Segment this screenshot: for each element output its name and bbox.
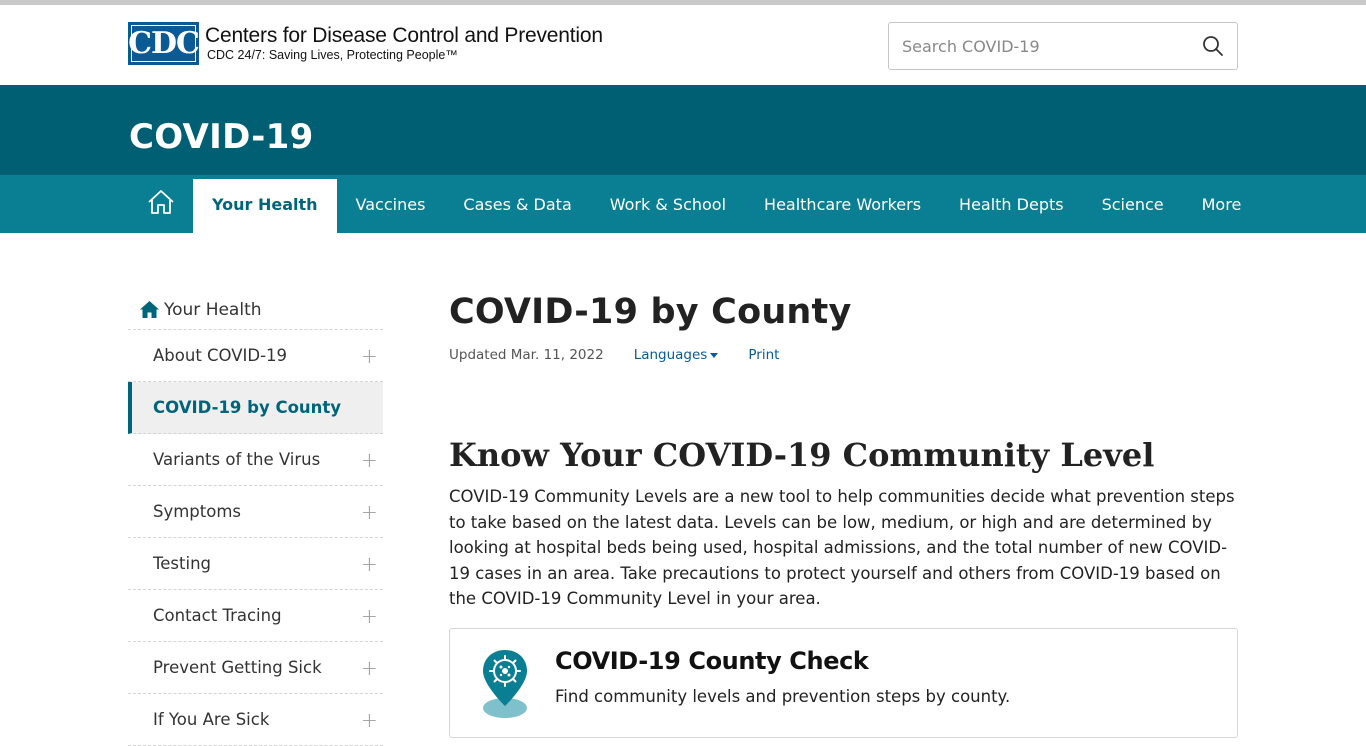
section-title: Know Your COVID-19 Community Level — [449, 436, 1155, 474]
virus-location-pin-icon — [481, 648, 529, 722]
nav-tab-more[interactable]: More — [1201, 194, 1242, 214]
nav-tab-health-depts[interactable]: Health Depts — [959, 194, 1064, 214]
nav-tab-cases-data[interactable]: Cases & Data — [463, 194, 572, 214]
languages-dropdown[interactable]: Languages — [634, 347, 719, 363]
intro-paragraph: COVID-19 Community Levels are a new tool to help communities decide what prevention steps to take based on the latest data. Levels can be low, medium, or high and are determined by looking at hospital beds being used, hospital admissions, and the total number of new COVID-19 cases in an area. Take precautions to protect yourself and others from COVID-19 based on the COVID-19 Community Level in your area. — [449, 487, 1235, 609]
sidebar-heading-label: Your Health — [164, 299, 262, 320]
main-content — [449, 290, 1238, 738]
sidebar-item-prevent-getting-sick[interactable]: Prevent Getting Sick + — [128, 642, 383, 694]
sidebar-item-if-you-are-sick[interactable]: If You Are Sick + — [128, 694, 383, 746]
nav-tab-science[interactable]: Science — [1101, 194, 1164, 214]
expand-plus-icon[interactable]: + — [361, 707, 378, 732]
nav-tab-vaccines[interactable]: Vaccines — [355, 194, 426, 214]
nav-home-button[interactable] — [128, 175, 193, 233]
tagline: CDC 24/7: Saving Lives, Protecting People™ — [207, 47, 458, 62]
sidebar-item-testing[interactable]: Testing + — [128, 538, 383, 590]
topic-banner — [0, 85, 1366, 175]
cdc-logo[interactable] — [128, 22, 603, 65]
sidebar-item-covid-19-by-county[interactable]: COVID-19 by County — [128, 382, 383, 434]
topic-title[interactable]: COVID-19 — [129, 117, 314, 157]
left-sidebar — [128, 290, 383, 746]
nav-tab-healthcare-workers[interactable]: Healthcare Workers — [764, 194, 922, 214]
sidebar-item-symptoms[interactable]: Symptoms + — [128, 486, 383, 538]
caret-down-icon — [710, 353, 718, 358]
topic-nav — [0, 175, 1366, 233]
search-input[interactable] — [889, 23, 1189, 69]
search-icon[interactable] — [1189, 23, 1237, 69]
updated-date: Updated Mar. 11, 2022 — [449, 347, 604, 363]
expand-plus-icon[interactable]: + — [361, 603, 378, 628]
card-title[interactable]: COVID-19 County Check — [555, 646, 869, 675]
expand-plus-icon[interactable]: + — [361, 551, 378, 576]
sidebar-item-contact-tracing[interactable]: Contact Tracing + — [128, 590, 383, 642]
cdc-logo-mark: CDC — [128, 22, 199, 65]
home-icon — [140, 301, 159, 318]
sidebar-heading[interactable] — [128, 290, 383, 330]
sidebar-item-about-covid-19[interactable]: About COVID-19 + — [128, 330, 383, 382]
page-title: COVID-19 by County — [449, 292, 852, 332]
home-icon — [147, 189, 175, 219]
site-header — [0, 5, 1366, 85]
page-meta — [449, 347, 1238, 363]
card-subtitle: Find community levels and prevention steps by county. — [555, 686, 1011, 706]
nav-tab-work-school[interactable]: Work & School — [609, 194, 727, 214]
org-name: Centers for Disease Control and Prevention — [205, 23, 603, 47]
sidebar-item-variants[interactable]: Variants of the Virus + — [128, 434, 383, 486]
expand-plus-icon[interactable]: + — [361, 499, 378, 524]
expand-plus-icon[interactable]: + — [361, 343, 378, 368]
county-check-card[interactable] — [449, 628, 1238, 738]
search-box — [888, 22, 1238, 70]
nav-tab-your-health[interactable]: Your Health — [193, 175, 337, 233]
expand-plus-icon[interactable]: + — [361, 447, 378, 472]
expand-plus-icon[interactable]: + — [361, 655, 378, 680]
print-link[interactable]: Print — [748, 347, 780, 363]
